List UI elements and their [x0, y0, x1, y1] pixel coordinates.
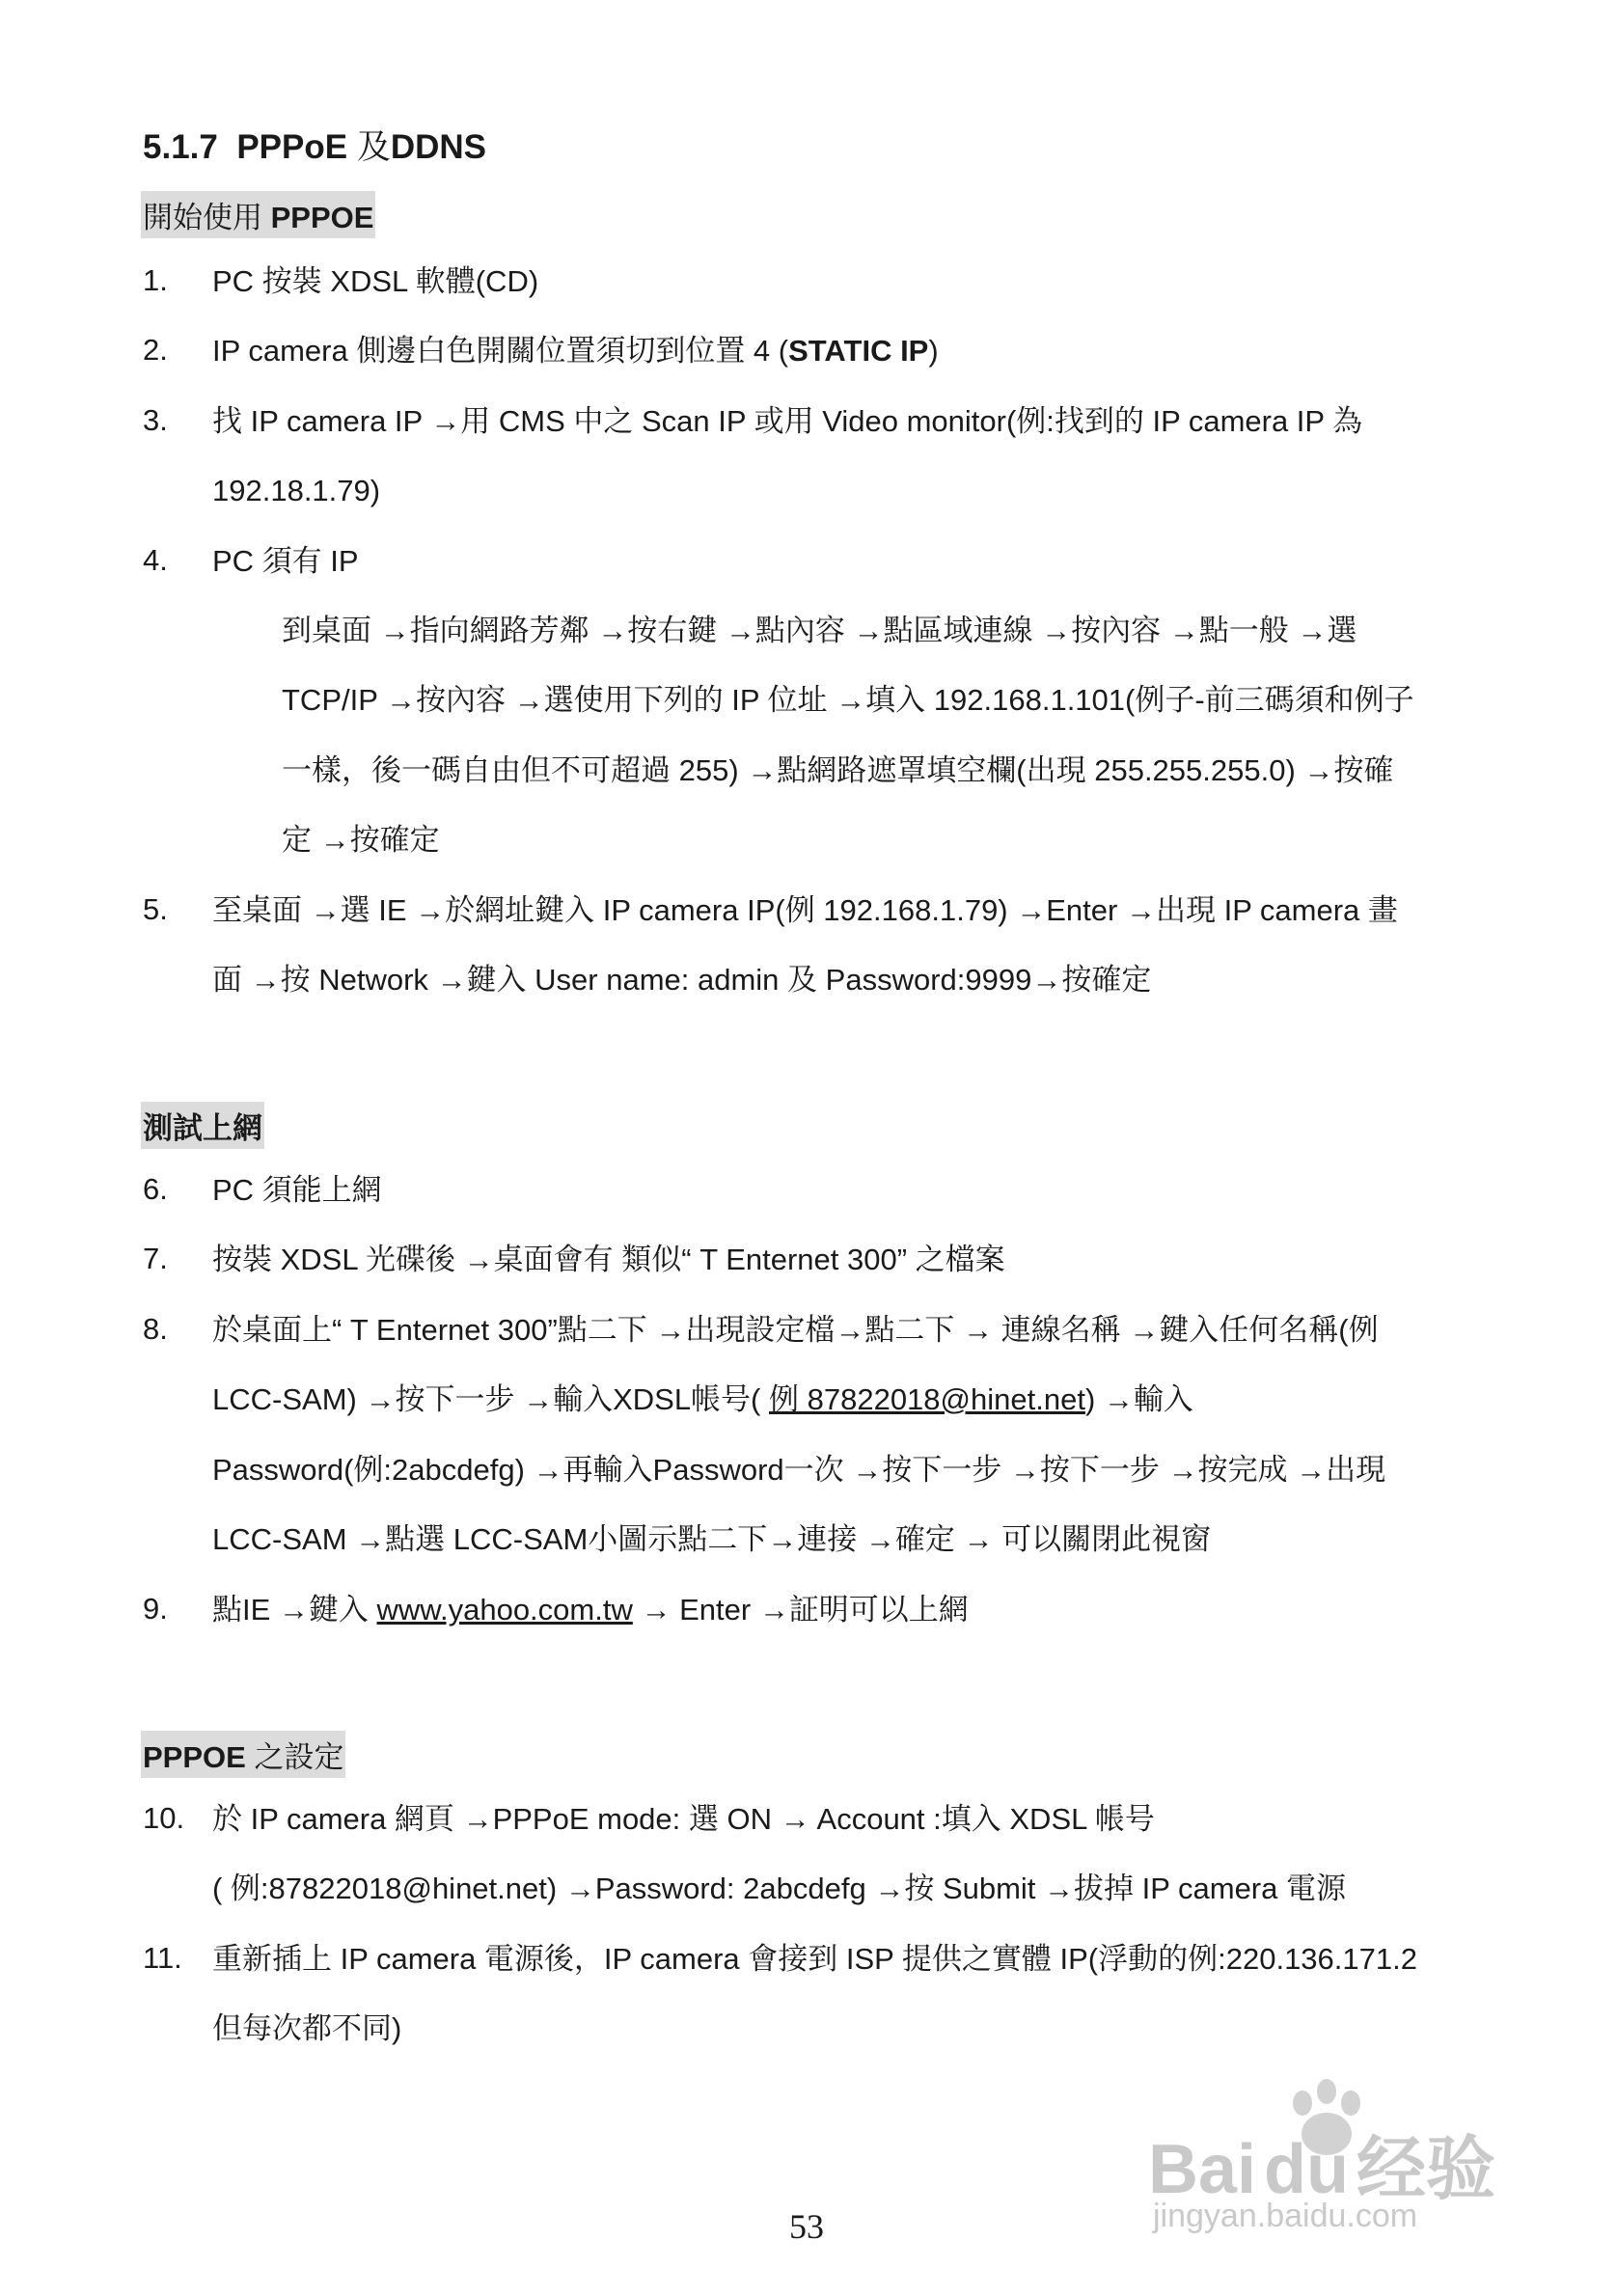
arrow-icon: →	[1044, 1872, 1075, 1905]
item-8-text-cont	[212, 1521, 1211, 1557]
arrow-icon: →	[533, 1453, 563, 1487]
step: 按下一步	[1039, 1453, 1168, 1487]
arrow-icon: →	[463, 1243, 494, 1276]
step: )	[1084, 1382, 1104, 1416]
item-11-text: 重新插上 IP camera 電源後，IP camera 會接到 ISP 提供之實體 IP(浮動的例:220.136.171.2	[212, 1942, 1417, 1976]
yahoo-link[interactable]: www.yahoo.com.tw	[376, 1593, 633, 1626]
step: 按完成	[1197, 1453, 1297, 1487]
item-6-text: PC 須能上網	[212, 1173, 382, 1207]
arrow-icon: →	[365, 1382, 396, 1416]
step: LCC-SAM	[212, 1522, 356, 1556]
arrow-icon: →	[1016, 893, 1047, 927]
watermark-brand2: du	[1264, 2131, 1350, 2208]
section-test-label: 測試上網	[143, 1111, 262, 1145]
arrow-icon: →	[1296, 1453, 1327, 1487]
arrow-icon: →	[655, 1313, 686, 1347]
item-2-text	[212, 333, 939, 369]
arrow-icon: →	[1031, 963, 1062, 997]
arrow-icon: →	[355, 1522, 386, 1556]
step: 確定	[894, 1522, 964, 1556]
arrow-icon: →	[963, 1313, 994, 1347]
step: 按確	[1333, 753, 1394, 787]
arrow-icon: →	[963, 1522, 994, 1556]
step: 輸入	[1133, 1382, 1193, 1416]
step: 按下一步	[882, 1453, 1010, 1487]
arrow-icon: →	[864, 1522, 895, 1556]
arrow-icon: →	[319, 823, 350, 857]
step: 拔掉 IP camera 電源	[1074, 1872, 1346, 1905]
step: 於 IP camera 網頁	[212, 1802, 463, 1836]
arrow-icon: →	[758, 1593, 789, 1626]
item-10-text	[212, 1801, 1155, 1837]
step: 輸入XDSL帳号(	[553, 1382, 769, 1416]
item-number: 3.	[143, 403, 168, 437]
section-start-label-bold: PPPOE	[270, 201, 374, 234]
step: 定	[282, 823, 320, 857]
page-title	[143, 121, 486, 169]
step: 按確定	[1061, 963, 1152, 997]
title-pppoe: PPPoE	[236, 128, 348, 166]
step: 按 Network	[280, 963, 437, 997]
step: LCC-SAM)	[212, 1382, 366, 1416]
step: 點選 LCC-SAM小圖示點二下	[385, 1522, 768, 1556]
arrow-icon: →	[278, 1593, 309, 1626]
item-2-part: IP camera 側邊白色開關位置須切到位置 4 (	[212, 334, 789, 368]
item-9-text	[212, 1592, 969, 1627]
arrow-icon: →	[641, 1593, 671, 1626]
title-and: 及	[356, 128, 391, 166]
section-number: 5.1.7	[143, 128, 218, 166]
item-2-part: )	[928, 334, 939, 368]
step: 連接	[797, 1522, 865, 1556]
arrow-icon: →	[1167, 1453, 1198, 1487]
arrow-icon: →	[1041, 614, 1072, 647]
arrow-icon: →	[767, 1522, 798, 1556]
step: 選	[1327, 614, 1357, 647]
step: Enter	[671, 1593, 759, 1626]
item-8-text-cont	[212, 1452, 1385, 1488]
item-number: 5.	[143, 892, 168, 926]
arrow-icon: →	[462, 1802, 493, 1836]
step: 鍵入 User name: admin 及 Password:9999	[466, 963, 1032, 997]
step: ( 例:87822018@hinet.net)	[212, 1872, 565, 1905]
arrow-icon: →	[1303, 753, 1334, 787]
item-3-part: 用 CMS 中之 Scan IP 或用 Video monitor(例:找到的 IP camera IP 為	[460, 404, 1363, 438]
step: 出現設定檔	[685, 1313, 836, 1347]
section-settings-heading	[141, 1731, 345, 1778]
step: 出現 IP camera 畫	[1155, 893, 1398, 927]
section-start-label: 開始使用	[143, 201, 262, 234]
step: 按裝 XDSL 光碟後	[212, 1243, 464, 1276]
item-4-step-line	[282, 613, 1357, 648]
item-4-text: PC 須有 IP	[212, 544, 359, 578]
arrow-icon: →	[513, 683, 544, 717]
step: Account :填入 XDSL 帳号	[809, 1802, 1155, 1836]
step: 可以關閉此視窗	[993, 1522, 1212, 1556]
item-number: 9.	[143, 1592, 168, 1626]
step: 點區域連線	[883, 614, 1042, 647]
step: 點內容	[754, 614, 854, 647]
item-3-part: 找 IP camera IP	[212, 404, 431, 438]
section-settings-label-bold: PPPOE	[143, 1740, 246, 1774]
step: 按右鍵	[627, 614, 726, 647]
item-number: 10.	[143, 1801, 185, 1835]
step: Enter	[1046, 893, 1126, 927]
arrow-icon: →	[1168, 614, 1199, 647]
page-number: 53	[789, 2207, 824, 2246]
item-5-text-cont	[212, 962, 1151, 998]
item-number: 2.	[143, 333, 168, 367]
arrow-icon: →	[780, 1802, 810, 1836]
arrow-icon: →	[836, 683, 866, 717]
item-number: 6.	[143, 1172, 168, 1206]
arrow-icon: →	[1103, 1382, 1134, 1416]
step: 再輸入Password一次	[562, 1453, 853, 1487]
arrow-icon: →	[747, 753, 778, 787]
item-5-text	[212, 892, 1398, 928]
step: 點一般	[1198, 614, 1298, 647]
item-4-step-line	[282, 752, 1393, 788]
step: 証明可以上網	[788, 1593, 969, 1626]
arrow-icon: →	[564, 1872, 595, 1905]
title-ddns: DDNS	[390, 128, 487, 166]
arrow-icon: →	[436, 963, 467, 997]
arrow-icon: →	[852, 1453, 883, 1487]
step: 按內容	[1071, 614, 1169, 647]
item-7-text	[212, 1242, 1005, 1277]
arrow-icon: →	[853, 614, 884, 647]
arrow-icon: →	[835, 1313, 865, 1347]
step: Password(例:2abcdefg)	[212, 1453, 534, 1487]
section-test-heading	[141, 1102, 264, 1149]
item-3-text	[212, 403, 1362, 439]
arrow-icon: →	[379, 614, 410, 647]
step: 到桌面	[282, 614, 380, 647]
static-ip-label: STATIC IP	[788, 334, 929, 368]
arrow-icon: →	[1297, 614, 1328, 647]
step: 點網路遮罩填空欄(出現 255.255.255.0)	[777, 753, 1304, 787]
arrow-icon: →	[430, 404, 461, 438]
step: Password: 2abcdefg	[594, 1872, 875, 1905]
item-8-text-cont	[212, 1381, 1193, 1417]
watermark-brand: Bai	[1148, 2131, 1257, 2208]
item-8-text	[212, 1312, 1379, 1348]
step: 於桌面上“ T Enternet 300”點二下	[212, 1313, 656, 1347]
arrow-icon: →	[1125, 893, 1156, 927]
step: 一樣，後一碼自由但不可超過 255)	[282, 753, 748, 787]
step: 選使用下列的 IP 位址	[543, 683, 836, 717]
arrow-icon: →	[385, 683, 416, 717]
step: 點二下	[864, 1313, 964, 1347]
item-1-text: PC 按裝 XDSL 軟體(CD)	[212, 264, 539, 298]
step: 出現	[1326, 1453, 1386, 1487]
step: 按內容	[415, 683, 514, 717]
item-3-text-cont: 192.18.1.79)	[212, 474, 381, 507]
step: 鍵入任何名稱(例	[1159, 1313, 1379, 1347]
step: 至桌面	[212, 893, 311, 927]
step: 選 IE	[340, 893, 416, 927]
item-number: 1.	[143, 263, 168, 297]
step: 按下一步	[395, 1382, 524, 1416]
step: 點IE	[212, 1593, 279, 1626]
watermark-cn: 经验	[1357, 2131, 1496, 2208]
step: 指向網路芳鄰	[409, 614, 598, 647]
step: PPPoE mode: 選 ON	[492, 1802, 781, 1836]
email-link[interactable]: 例 87822018@hinet.net	[769, 1382, 1085, 1416]
step: TCP/IP	[282, 683, 386, 717]
step: 連線名稱	[993, 1313, 1130, 1347]
arrow-icon: →	[725, 614, 755, 647]
arrow-icon: →	[1009, 1453, 1040, 1487]
step: 面	[212, 963, 251, 997]
item-number: 4.	[143, 543, 168, 577]
watermark-url: jingyan.baidu.com	[1153, 2198, 1418, 2234]
arrow-icon: →	[597, 614, 628, 647]
arrow-icon: →	[874, 1872, 905, 1905]
item-4-step-line	[282, 682, 1414, 718]
step: 按確定	[349, 823, 440, 857]
item-4-step-line	[282, 822, 440, 858]
arrow-icon: →	[1129, 1313, 1160, 1347]
step: 按 Submit	[904, 1872, 1045, 1905]
item-11-text-cont: 但每次都不同)	[212, 2011, 402, 2045]
step: 填入 192.168.1.101(例子-前三碼須和例子	[865, 683, 1414, 717]
arrow-icon: →	[310, 893, 341, 927]
item-number: 11.	[143, 1941, 182, 1975]
section-settings-label: 之設定	[254, 1740, 344, 1774]
item-10-text-cont	[212, 1871, 1346, 1906]
arrow-icon: →	[250, 963, 281, 997]
step: 鍵入	[308, 1593, 377, 1626]
baidu-watermark	[1148, 2074, 1553, 2234]
step: 於網址鍵入 IP camera IP(例 192.168.1.79)	[445, 893, 1017, 927]
arrow-icon: →	[415, 893, 446, 927]
item-number: 8.	[143, 1312, 168, 1346]
step: 桌面會有 類似“ T Enternet 300” 之檔案	[493, 1243, 1005, 1276]
item-number: 7.	[143, 1242, 168, 1275]
section-start-heading	[141, 191, 375, 238]
arrow-icon: →	[523, 1382, 554, 1416]
